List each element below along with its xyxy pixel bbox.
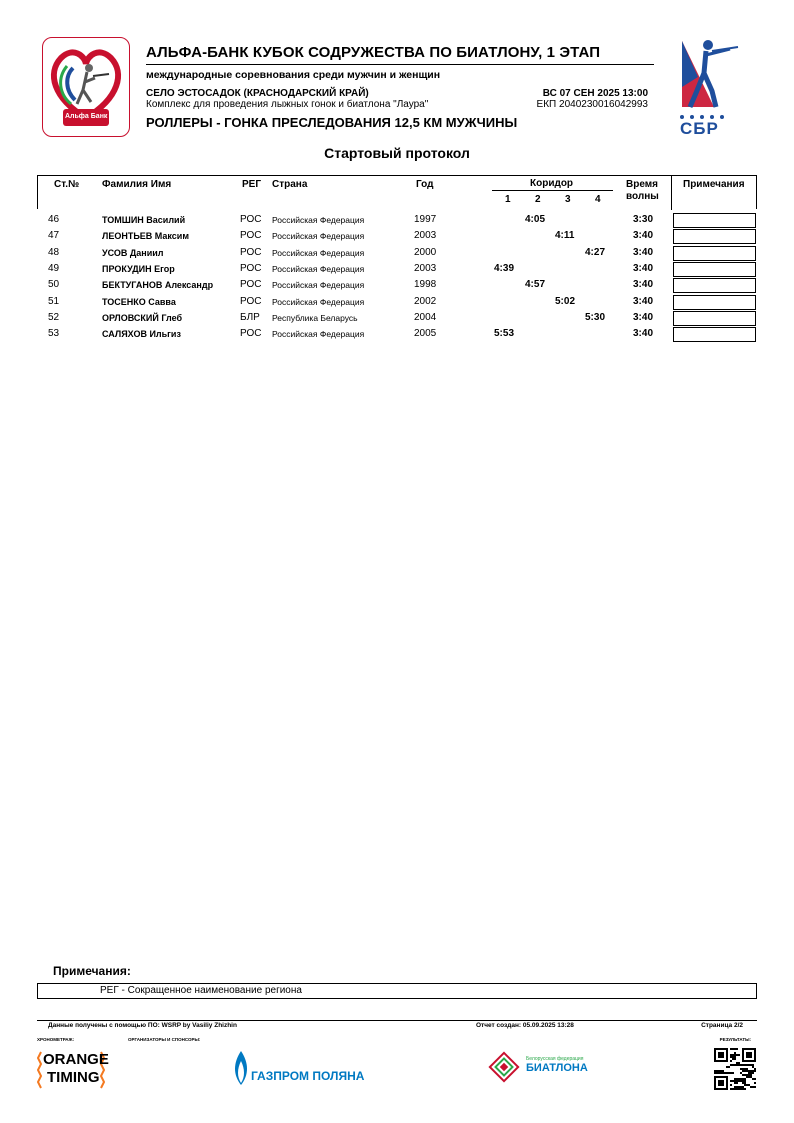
- orange-timing-logo: [37, 1050, 109, 1090]
- table-row: [37, 212, 757, 228]
- start-number: 51: [48, 295, 60, 307]
- race-title: РОЛЛЕРЫ - ГОНКА ПРЕСЛЕДОВАНИЯ 12,5 КМ МУЖЧИНЫ: [146, 115, 518, 130]
- athlete-name: БЕКТУГАНОВ Александр: [102, 280, 214, 291]
- page-title: АЛЬФА-БАНК КУБОК СОДРУЖЕСТВА ПО БИАТЛОНУ, 1 ЭТАП: [146, 44, 601, 61]
- results-label: РЕЗУЛЬТАТЫ:: [719, 1037, 751, 1042]
- athlete-name: УСОВ Даниил: [102, 247, 164, 258]
- header-separator: [671, 176, 672, 210]
- athlete-name: ТОМШИН Василий: [102, 215, 186, 225]
- header-name: Фамилия Имя: [102, 179, 172, 190]
- gazprom-text: ГАЗПРОМ ПОЛЯНА: [251, 1069, 365, 1083]
- wave-time: 3:30: [633, 214, 654, 225]
- header-wave-time: Время: [626, 179, 658, 190]
- wave-time: 3:40: [633, 246, 654, 258]
- start-time: 5:30: [585, 311, 606, 323]
- notes-cell: [673, 246, 756, 261]
- notes-cell: [673, 327, 756, 342]
- country: Российская Федерация: [272, 231, 365, 242]
- wave-time: 3:40: [633, 295, 654, 307]
- orange-text: ORANGE: [43, 1051, 109, 1068]
- athlete-name: ПРОКУДИН Егор: [102, 263, 175, 274]
- table-row: [37, 294, 757, 310]
- federation-small-text: Белорусская федерация: [526, 1056, 584, 1062]
- country: Российская Федерация: [272, 329, 365, 340]
- header-corridor-1: 1: [505, 194, 511, 205]
- country: Российская Федерация: [272, 215, 365, 225]
- ekp-number: ЕКП 2040230016042993: [536, 99, 648, 110]
- notes-cell: [673, 262, 756, 277]
- table-row: [37, 245, 757, 261]
- start-number: 48: [48, 246, 60, 258]
- footer-page-number: Страница 2/2: [701, 1022, 743, 1029]
- start-time: 4:11: [555, 230, 575, 242]
- header-corridor: Коридор: [530, 178, 574, 189]
- athlete-name: ЛЕОНТЬЕВ Максим: [102, 231, 189, 242]
- birth-year: 2003: [414, 230, 437, 242]
- sponsors-label: ОРГАНИЗАТОРЫ И СПОНСОРЫ:: [128, 1037, 201, 1042]
- start-number: 52: [48, 311, 60, 323]
- header-corridor-4: 4: [595, 194, 601, 205]
- race-datetime: ВС 07 СЕН 2025 13:00: [542, 88, 648, 99]
- country: Российская Федерация: [272, 247, 365, 258]
- notes-cell: [673, 213, 756, 228]
- region: РОС: [240, 262, 262, 274]
- header-start-no: Ст.№: [54, 179, 80, 190]
- birth-year: 2000: [414, 246, 437, 258]
- sbr-logo: [672, 37, 742, 139]
- notes-box: [37, 983, 757, 999]
- federation-big-text: БИАТЛОНА: [526, 1062, 588, 1074]
- header-corridor-3: 3: [565, 194, 571, 205]
- timing-text: TIMING: [47, 1069, 100, 1086]
- header-year: Год: [416, 179, 434, 190]
- start-number: 50: [48, 279, 60, 291]
- document-title: Стартовый протокол: [324, 145, 470, 161]
- wave-time: 3:40: [633, 279, 654, 291]
- birth-year: 1997: [414, 214, 437, 225]
- start-time: 4:39: [494, 262, 515, 274]
- table-header: [37, 175, 757, 209]
- table-row: [37, 261, 757, 277]
- venue: Комплекс для проведения лыжных гонок и биатлона "Лаура": [146, 99, 429, 110]
- birth-year: 2004: [414, 311, 437, 323]
- wave-time: 3:40: [633, 230, 654, 242]
- start-time: 4:57: [525, 279, 546, 291]
- birth-year: 2003: [414, 262, 437, 274]
- start-number: 47: [48, 230, 60, 242]
- region: РОС: [240, 214, 262, 225]
- birth-year: 2005: [414, 328, 437, 340]
- footer-source: Данные получены с помощью ПО: WSRP by Vasiliy Zhizhin: [48, 1022, 237, 1029]
- qr-code[interactable]: [714, 1048, 756, 1090]
- start-number: 46: [48, 214, 60, 225]
- birth-year: 1998: [414, 279, 437, 291]
- wave-time: 3:40: [633, 262, 654, 274]
- footer-divider: [37, 1020, 757, 1021]
- country: Республика Беларусь: [272, 312, 358, 323]
- birth-year: 2002: [414, 295, 437, 307]
- country: Российская Федерация: [272, 280, 365, 291]
- subtitle: международные соревнования среди мужчин и женщин: [146, 69, 441, 81]
- gazprom-polyana-logo: [231, 1049, 365, 1089]
- start-time: 4:27: [585, 246, 606, 258]
- notes-cell: [673, 229, 756, 244]
- athlete-name: ОРЛОВСКИЙ Глеб: [102, 312, 183, 323]
- alfa-bank-label: Альфа Банк: [65, 113, 108, 120]
- athlete-name: САЛЯХОВ Ильгиз: [102, 329, 181, 340]
- wave-time: 3:40: [633, 328, 654, 340]
- table-row: [37, 277, 757, 293]
- start-time: 4:05: [525, 214, 546, 225]
- start-time: 5:02: [555, 295, 576, 307]
- notes-cell: [673, 295, 756, 310]
- corridor-underline: [492, 190, 613, 191]
- table-row: [37, 228, 757, 244]
- footer-created: Отчет создан: 05.09.2025 13:28: [476, 1022, 574, 1029]
- header-country: Страна: [272, 179, 308, 190]
- start-number: 49: [48, 262, 60, 274]
- header-reg: РЕГ: [242, 179, 262, 190]
- sbr-label: СБР: [680, 119, 719, 138]
- country: Российская Федерация: [272, 296, 365, 307]
- alfa-bank-cup-logo: [42, 37, 130, 137]
- notes-label: Примечания:: [53, 964, 131, 978]
- table-row: [37, 326, 757, 342]
- header-corridor-2: 2: [535, 194, 541, 205]
- region: РОС: [240, 328, 262, 340]
- wave-time: 3:40: [633, 311, 654, 323]
- header-wave-time-2: волны: [626, 191, 659, 202]
- region: БЛР: [240, 311, 260, 323]
- start-time: 5:53: [494, 328, 515, 340]
- country: Российская Федерация: [272, 263, 365, 274]
- region: РОС: [240, 295, 262, 307]
- athlete-name: ТОСЕНКО Савва: [102, 296, 176, 307]
- header-notes: Примечания: [683, 179, 745, 190]
- notes-cell: [673, 278, 756, 293]
- timing-label: ХРОНОМЕТРАЖ:: [37, 1037, 75, 1042]
- start-number: 53: [48, 328, 60, 340]
- table-row: [37, 310, 757, 326]
- region: РОС: [240, 230, 262, 242]
- notes-cell: [673, 311, 756, 326]
- notes-text: РЕГ - Сокращенное наименование региона: [100, 985, 302, 996]
- title-underline: [146, 64, 654, 65]
- belarus-biathlon-federation-logo: [486, 1048, 588, 1088]
- region: РОС: [240, 246, 262, 258]
- location: СЕЛО ЭСТОСАДОК (КРАСНОДАРСКИЙ КРАЙ): [146, 88, 369, 99]
- region: РОС: [240, 279, 262, 291]
